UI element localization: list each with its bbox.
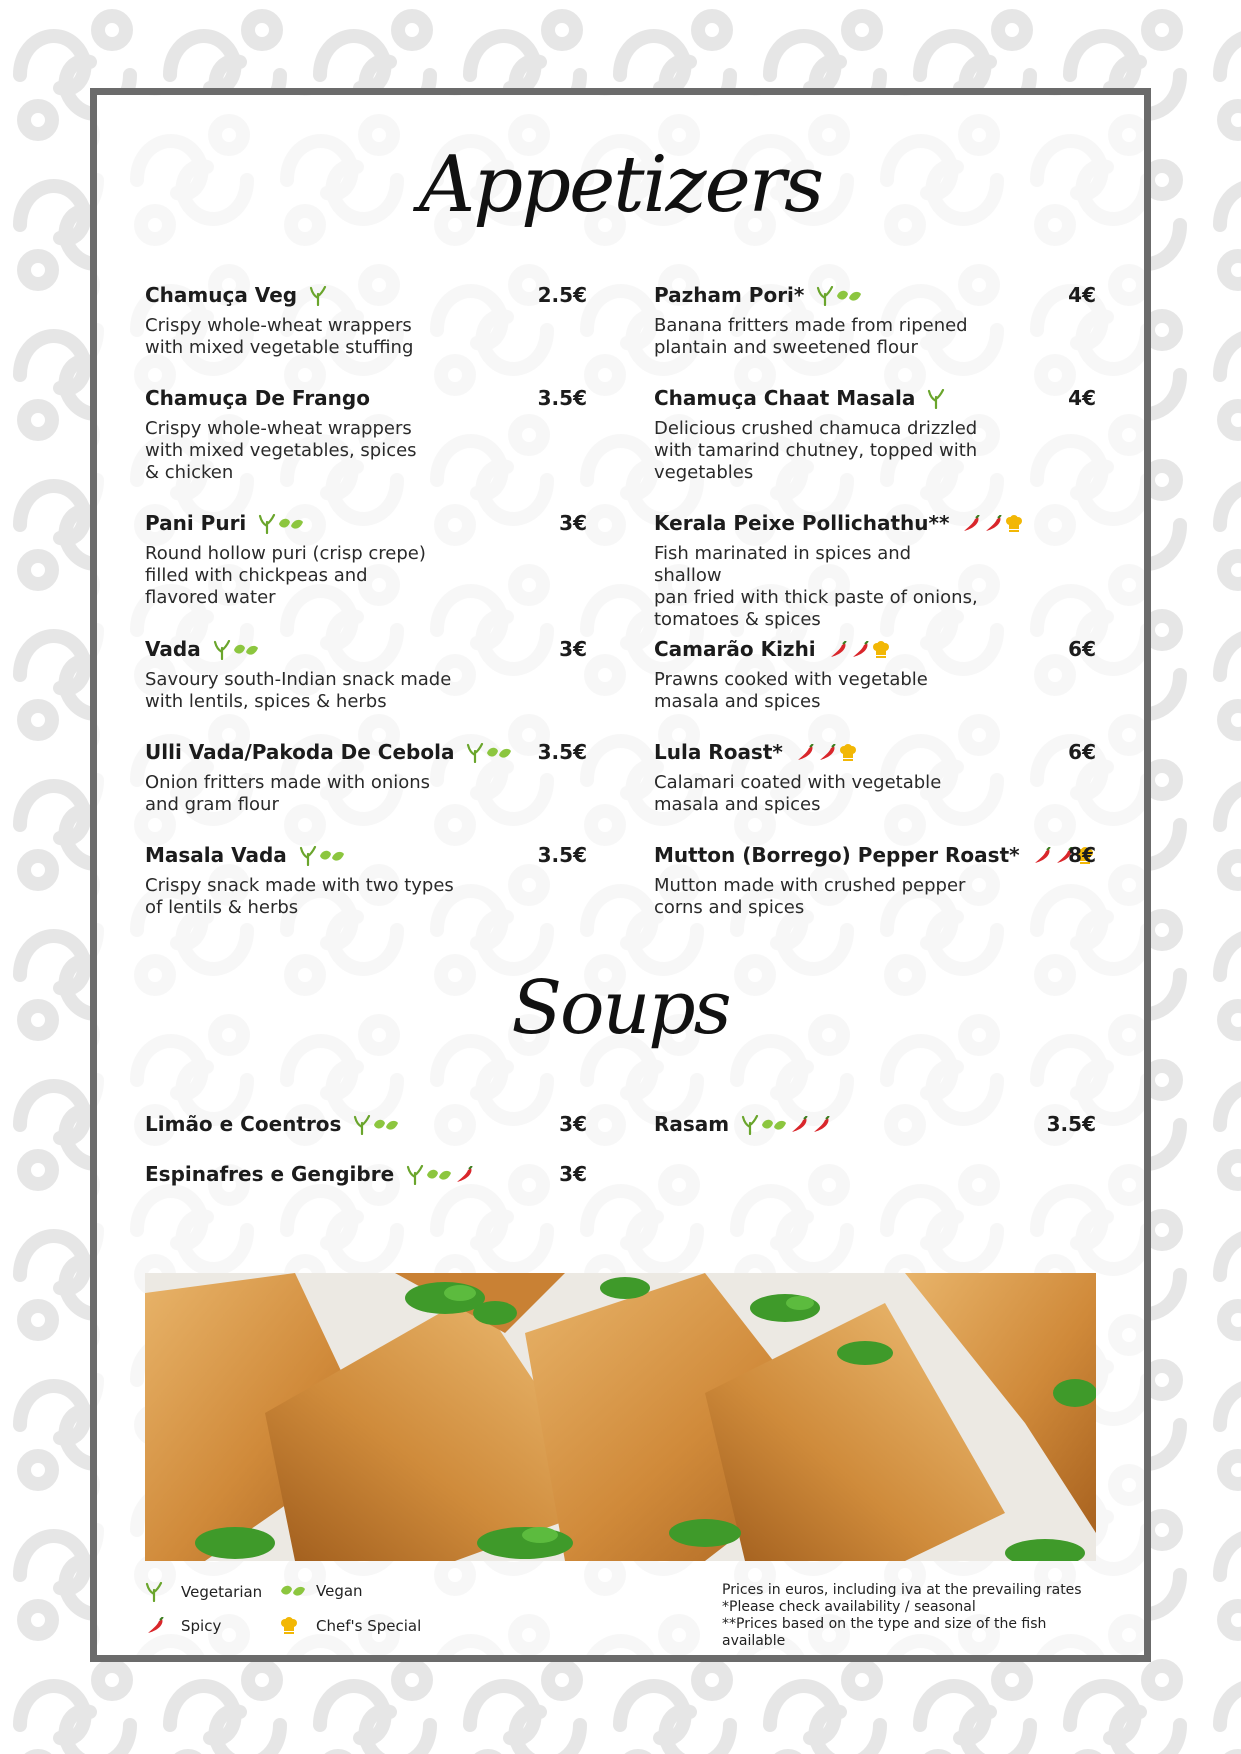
dietary-icons — [961, 515, 1025, 537]
chili-pepper-icon — [795, 744, 815, 766]
menu-item-header — [145, 283, 587, 313]
chili-pepper-icon — [811, 1116, 831, 1138]
description-line: masala and spices — [654, 794, 821, 815]
menu-item-header — [145, 740, 587, 770]
menu-item — [654, 511, 1096, 631]
description-line: Calamari coated with vegetable — [654, 772, 942, 793]
chili-pepper-icon — [983, 515, 1003, 537]
vegan-icon — [761, 1117, 787, 1137]
description-line: corns and spices — [654, 897, 805, 918]
description-line: tomatoes & spices — [654, 609, 821, 630]
menu-item — [654, 740, 1096, 816]
chef-hat-icon — [839, 744, 857, 766]
description-line: Round hollow puri (crisp crepe) — [145, 543, 426, 564]
menu-item-price: 3€ — [559, 1112, 587, 1136]
vegan-icon — [836, 288, 862, 308]
menu-item — [654, 843, 1096, 919]
chili-pepper-icon — [817, 744, 837, 766]
menu-item — [145, 843, 587, 919]
menu-item-header — [654, 843, 1096, 873]
samosa-photo — [145, 1273, 1096, 1561]
chili-pepper-icon — [961, 515, 981, 537]
note-line: **Prices based on the type and size of the fish available — [722, 1616, 1047, 1649]
vegetarian-icon — [406, 1165, 424, 1189]
menu-item — [654, 283, 1096, 359]
dietary-icons — [309, 286, 329, 310]
description-line: with mixed vegetable stuffing — [145, 337, 414, 358]
menu-item-price: 3€ — [559, 637, 587, 661]
menu-item-price: 2.5€ — [537, 283, 587, 307]
description-line: Crispy snack made with two types — [145, 875, 454, 896]
menu-item — [654, 1112, 1096, 1142]
chili-pepper-icon — [454, 1166, 474, 1188]
menu-item-name: Pani Puri — [145, 511, 247, 535]
legend-chef: Chef's Special — [280, 1617, 421, 1635]
menu-item — [145, 637, 587, 713]
appetizers-title: Appetizers — [418, 140, 823, 230]
description-line: masala and spices — [654, 691, 821, 712]
menu-item-price: 3.5€ — [537, 386, 587, 410]
menu-item-name: Chamuça Chaat Masala — [654, 386, 916, 410]
vegetarian-icon — [353, 1115, 371, 1139]
description-line: with mixed vegetables, spices — [145, 440, 417, 461]
chili-pepper-icon — [828, 641, 848, 663]
menu-item — [145, 1162, 587, 1192]
menu-item — [654, 386, 1096, 484]
menu-item-name: Lula Roast* — [654, 740, 783, 764]
description-line: Banana fritters made from ripened — [654, 315, 968, 336]
menu-item-price: 4€ — [1068, 386, 1096, 410]
menu-item-name: Limão e Coentros — [145, 1112, 342, 1136]
description-line: Delicious crushed chamuca drizzled — [654, 418, 978, 439]
vegan-icon — [486, 745, 512, 765]
vegetarian-icon — [145, 1582, 181, 1602]
menu-item-header — [145, 386, 587, 416]
menu-item-header — [145, 637, 587, 667]
description-line: flavored water — [145, 587, 276, 608]
vegan-icon — [373, 1117, 399, 1137]
description-line: with tamarind chutney, topped with — [654, 440, 978, 461]
dietary-icons — [466, 743, 514, 767]
vegan-icon — [278, 516, 304, 536]
menu-item-description — [145, 772, 475, 816]
legend-vegetarian: Vegetarian — [145, 1582, 262, 1602]
chef-hat-icon — [280, 1617, 316, 1635]
menu-item-header — [145, 511, 587, 541]
dietary-icons — [741, 1115, 833, 1139]
dietary-icons — [795, 744, 859, 766]
dietary-icons — [406, 1165, 476, 1189]
vegetarian-icon — [299, 846, 317, 870]
menu-item-name: Kerala Peixe Pollichathu** — [654, 511, 950, 535]
menu-item-description — [145, 315, 475, 359]
chili-pepper-icon — [145, 1617, 181, 1635]
menu-item-description — [654, 772, 984, 816]
menu-item-description — [145, 543, 475, 609]
vegan-icon — [280, 1583, 316, 1599]
menu-item-price: 3.5€ — [537, 740, 587, 764]
dietary-icons — [299, 846, 347, 870]
pricing-notes — [722, 1582, 1102, 1650]
menu-item-description — [654, 543, 984, 631]
menu-item-name: Masala Vada — [145, 843, 287, 867]
menu-item-price: 6€ — [1068, 637, 1096, 661]
vegetarian-icon — [309, 286, 327, 310]
dietary-icons — [927, 389, 947, 413]
dietary-icons — [828, 641, 892, 663]
legend-vegan: Vegan — [280, 1582, 363, 1600]
description-line: filled with chickpeas and — [145, 565, 368, 586]
menu-item-header — [654, 1112, 1096, 1142]
description-line: vegetables — [654, 462, 754, 483]
description-line: Crispy whole-wheat wrappers — [145, 418, 412, 439]
description-line: Prawns cooked with vegetable — [654, 669, 928, 690]
vegan-icon — [233, 642, 259, 662]
menu-item-name: Vada — [145, 637, 201, 661]
description-line: of lentils & herbs — [145, 897, 299, 918]
menu-item-description — [654, 418, 984, 484]
description-line: Savoury south-Indian snack made — [145, 669, 452, 690]
menu-item-header — [654, 283, 1096, 313]
menu-item — [145, 511, 587, 609]
menu-item-header — [654, 511, 1096, 541]
menu-item-price: 3.5€ — [1046, 1112, 1096, 1136]
menu-item-name: Ulli Vada/Pakoda De Cebola — [145, 740, 455, 764]
chef-hat-icon — [872, 641, 890, 663]
menu-item-name: Chamuça Veg — [145, 283, 298, 307]
menu-item-price: 3.5€ — [537, 843, 587, 867]
chili-pepper-icon — [1032, 847, 1052, 869]
menu-item-description — [654, 875, 984, 919]
chili-pepper-icon — [850, 641, 870, 663]
vegetarian-icon — [816, 286, 834, 310]
menu-item-price: 3€ — [559, 511, 587, 535]
menu-item-name: Espinafres e Gengibre — [145, 1162, 395, 1186]
dietary-icons — [258, 514, 306, 538]
menu-item-header — [145, 1162, 587, 1192]
dietary-icons — [816, 286, 864, 310]
menu-item-description — [145, 669, 475, 713]
description-line: and gram flour — [145, 794, 279, 815]
menu-item-name: Camarão Kizhi — [654, 637, 816, 661]
vegetarian-icon — [466, 743, 484, 767]
menu-item-header — [145, 843, 587, 873]
dietary-icons — [213, 640, 261, 664]
note-line: Prices in euros, including iva at the prevailing rates — [722, 1582, 1082, 1598]
vegetarian-icon — [741, 1115, 759, 1139]
menu-item-header — [654, 637, 1096, 667]
menu-item — [654, 637, 1096, 713]
menu-item-name: Chamuça De Frango — [145, 386, 370, 410]
menu-item-name: Pazham Pori* — [654, 283, 805, 307]
vegetarian-icon — [258, 514, 276, 538]
vegan-icon — [426, 1167, 452, 1187]
description-line: Mutton made with crushed pepper — [654, 875, 966, 896]
description-line: Crispy whole-wheat wrappers — [145, 315, 412, 336]
description-line: with lentils, spices & herbs — [145, 691, 387, 712]
menu-item — [145, 386, 587, 484]
description-line: plantain and sweetened flour — [654, 337, 918, 358]
menu-item-price: 8€ — [1068, 843, 1096, 867]
description-line: pan fried with thick paste of onions, — [654, 587, 978, 608]
legend-spicy: Spicy — [145, 1617, 221, 1635]
chef-hat-icon — [1005, 515, 1023, 537]
description-line: Fish marinated in spices and shallow — [654, 543, 912, 586]
menu-item — [145, 283, 587, 359]
note-line: *Please check availability / seasonal — [722, 1599, 976, 1615]
menu-item-name: Mutton (Borrego) Pepper Roast* — [654, 843, 1020, 867]
menu-item-description — [145, 875, 475, 919]
menu-item-name: Rasam — [654, 1112, 730, 1136]
chili-pepper-icon — [789, 1116, 809, 1138]
vegetarian-icon — [213, 640, 231, 664]
description-line: & chicken — [145, 462, 234, 483]
menu-item-price: 4€ — [1068, 283, 1096, 307]
description-line: Onion fritters made with onions — [145, 772, 431, 793]
menu-item-description — [654, 669, 984, 713]
menu-item-header — [145, 1112, 587, 1142]
vegan-icon — [319, 848, 345, 868]
menu-item-price: 3€ — [559, 1162, 587, 1186]
menu-item-description — [145, 418, 475, 484]
menu-item-price: 6€ — [1068, 740, 1096, 764]
vegetarian-icon — [927, 389, 945, 413]
menu-item-header — [654, 740, 1096, 770]
menu-item — [145, 1112, 587, 1142]
menu-item-description — [654, 315, 984, 359]
menu-item-header — [654, 386, 1096, 416]
menu-item — [145, 740, 587, 816]
dietary-icons — [353, 1115, 401, 1139]
soups-title: Soups — [511, 965, 730, 1051]
